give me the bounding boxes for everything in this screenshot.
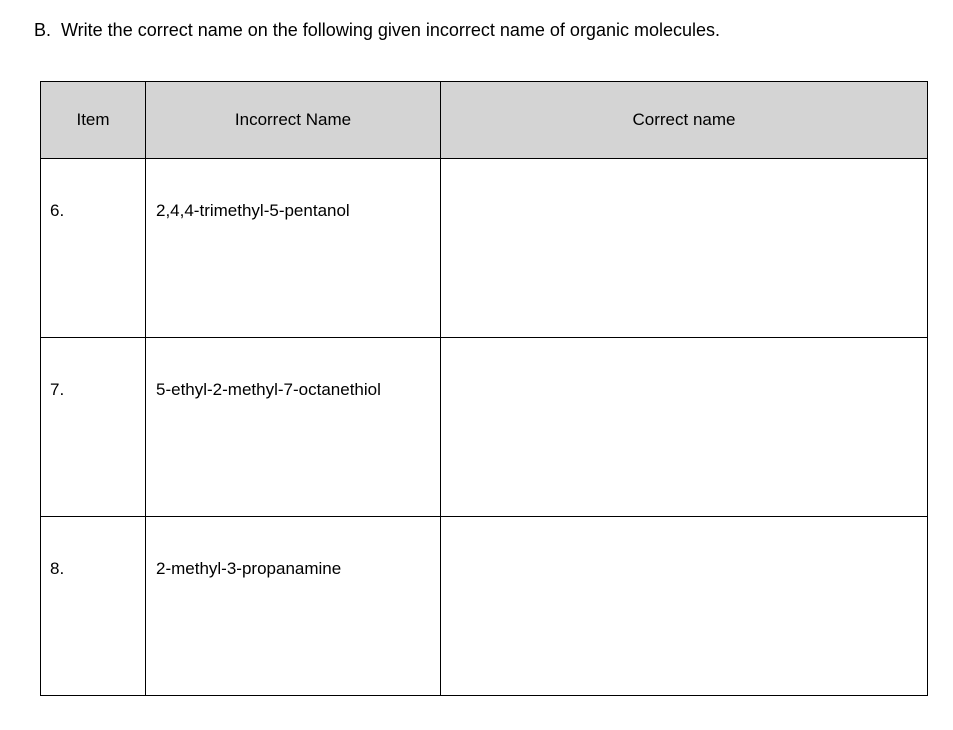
header-item: Item xyxy=(41,82,146,159)
correct-name-cell[interactable] xyxy=(441,159,928,338)
header-incorrect-name: Incorrect Name xyxy=(146,82,441,159)
incorrect-name-cell xyxy=(146,159,441,338)
incorrect-name: 5-ethyl-2-methyl-7-octanethiol xyxy=(156,380,381,399)
incorrect-name-cell xyxy=(146,338,441,517)
header-correct-name: Correct name xyxy=(441,82,928,159)
correct-name[interactable] xyxy=(441,338,927,380)
answer-table xyxy=(40,81,928,696)
incorrect-name: 2,4,4-trimethyl-5-pentanol xyxy=(156,201,350,220)
correct-name-cell[interactable] xyxy=(441,517,928,696)
table-row xyxy=(41,159,928,338)
item-number: 7. xyxy=(50,380,65,399)
incorrect-name: 2-methyl-3-propanamine xyxy=(156,559,342,578)
item-number: 6. xyxy=(50,201,65,220)
item-number: 8. xyxy=(50,559,65,578)
incorrect-name-cell xyxy=(146,517,441,696)
table-row xyxy=(41,517,928,696)
item-cell xyxy=(41,159,146,338)
section-label: B. xyxy=(34,20,52,40)
table-row xyxy=(41,338,928,517)
correct-name[interactable] xyxy=(441,159,927,201)
instruction-body: Write the correct name on the following given incorrect name of organic molecules. xyxy=(61,20,721,40)
correct-name-cell[interactable] xyxy=(441,338,928,517)
instruction-text xyxy=(34,19,720,41)
item-cell xyxy=(41,338,146,517)
item-cell xyxy=(41,517,146,696)
table-header-row xyxy=(41,82,928,159)
correct-name[interactable] xyxy=(441,517,927,559)
